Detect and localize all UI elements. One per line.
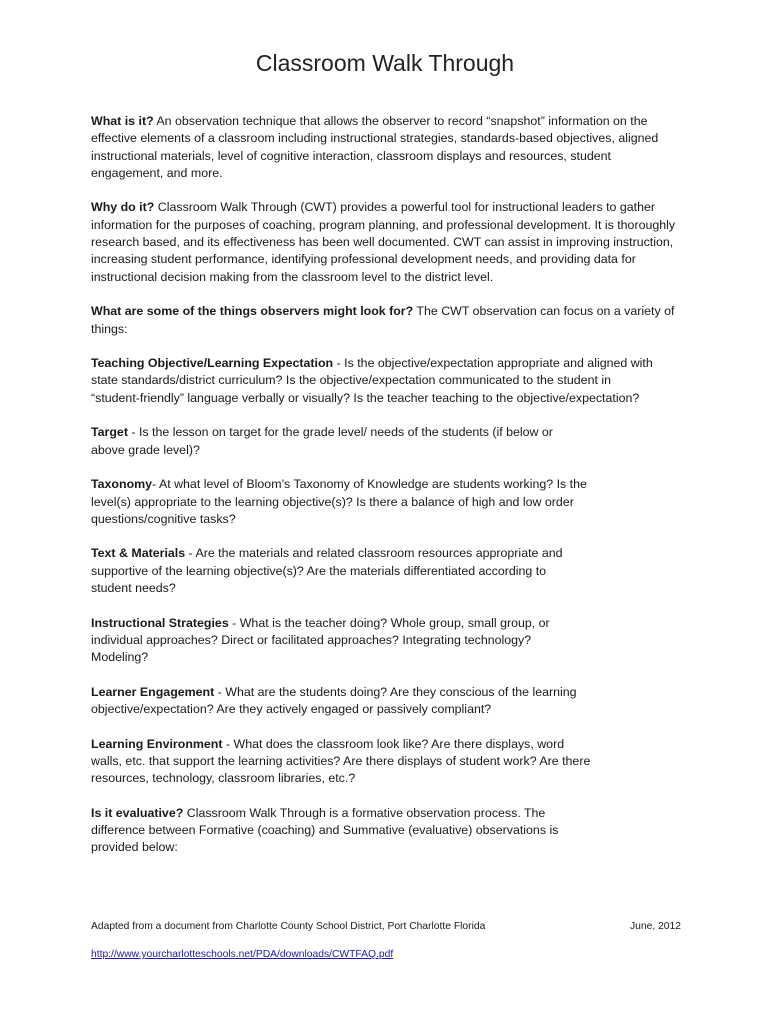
section-text: At what level of Bloom’s Taxonomy of Knowledge are students working? Is the level(s) appropriate to the learning objective(s)? Is there a balance of high and low order questions/cognitive tasks? [91,477,587,526]
footer-source: Adapted from a document from Charlotte County School District, Port Charlotte Florida [91,921,486,932]
section-text: What are the students doing? Are they conscious of the learning objective/expectation? Are they actively engaged or passively compliant? [91,684,577,717]
section-teaching-objective: Teaching Objective/Learning Expectation - Is the objective/expectation appropriate and aligned with state standards/district curriculum? Is the objective/expectation communicated to the student in “student-friendly” language verbally or visually? Is the teacher teaching to the objective/expectation? [91,356,653,405]
section-text: Classroom Walk Through is a formative observation process. The difference between Formative (coaching) and Summative (evaluative) observations is provided below: [91,805,559,855]
section-text: An observation technique that allows the observer to record “snapshot” information on the effective elements of a classroom including instructional strategies, standards-based objectives, aligned instructional materials, level of cognitive interaction, classroom displays and resources, student engagement, and more. [91,114,659,180]
section-what-to-look-for [91,303,676,338]
section-text: The CWT observation can focus on a variety of things: [91,304,675,336]
section-text: What is the teacher doing? Whole group, small group, or individual approaches? Direct or facilitated approaches? Integrating technology? Modeling? [91,615,550,665]
source-link[interactable]: http://www.yourcharlotteschools.net/PDA/downloads/CWTFAQ.pdf [91,949,394,960]
section-what-is-it [91,113,676,182]
section-heading: Is it evaluative? [91,805,184,820]
section-heading: Text & Materials [91,546,186,561]
section-heading: Taxonomy [91,477,153,492]
section-text: Is the lesson on target for the grade level/ needs of the students (if below or above grade level)? [91,425,553,457]
section-taxonomy: Taxonomy- At what level of Bloom’s Taxonomy of Knowledge are students working? Is the level(s) appropriate to the learning objective(s)? Is there a balance of high and low order questions/cognitive tasks? [91,477,587,526]
section-why-do-it [91,199,681,285]
footer-date: June, 2012 [630,921,681,932]
section-heading: Target [91,425,128,440]
page-title: Classroom Walk Through [255,50,515,76]
section-heading: Learning Environment [91,736,223,751]
section-text: Are the materials and related classroom resources appropriate and supportive of the learning objective(s)? Are the materials differentiated according to student needs? [91,546,563,596]
section-heading: Learner Engagement [91,684,215,699]
section-heading: What are some of the things observers might look for? [91,304,414,319]
section-is-it-evaluative [91,805,576,857]
section-heading: Instructional Strategies [91,615,229,630]
section-learner-engagement: Learner Engagement - What are the students doing? Are they conscious of the learning objective/expectation? Are they actively engaged or passively compliant? [91,684,577,717]
section-target: Target - Is the lesson on target for the grade level/ needs of the students (if below or above grade level)? [91,425,553,457]
section-text: What does the classroom look like? Are there displays, word walls, etc. that support the learning activities? Are there displays of student work? Are there resources, technology, classroom libraries, etc.? [91,736,591,786]
section-instructional-strategies: Instructional Strategies - What is the teacher doing? Whole group, small group, or individual approaches? Direct or facilitated approaches? Integrating technology? Modeling? [91,615,550,665]
section-heading: What is it? [91,114,154,128]
section-learning-environment: Learning Environment - What does the classroom look like? Are there displays, word walls, etc. that support the learning activities? Are there displays of student work? Are there resources, technology, classroom libraries, etc.? [91,736,591,786]
section-text: Classroom Walk Through (CWT) provides a powerful tool for instructional leaders to gather information for the purposes of coaching, program planning, and professional development. It is thoroughly research based, and its effectiveness has been well documented. CWT can assist in improving instruction, increasing student performance, identifying professional development needs, and providing data for instructional decision making from the classroom level to the district level. [91,200,676,284]
section-heading: Why do it? [91,200,155,215]
document-body [91,113,691,874]
section-heading: Teaching Objective/Learning Expectation [91,356,334,371]
section-text: Is the objective/expectation appropriate and aligned with state standards/district curriculum? Is the objective/expectation communicated to the student in “student-friendly” language verbally or visually? Is the teacher teaching to the objective/expectation? [91,356,653,405]
section-text-materials: Text & Materials - Are the materials and related classroom resources appropriate and supportive of the learning objective(s)? Are the materials differentiated according to student needs? [91,546,563,596]
